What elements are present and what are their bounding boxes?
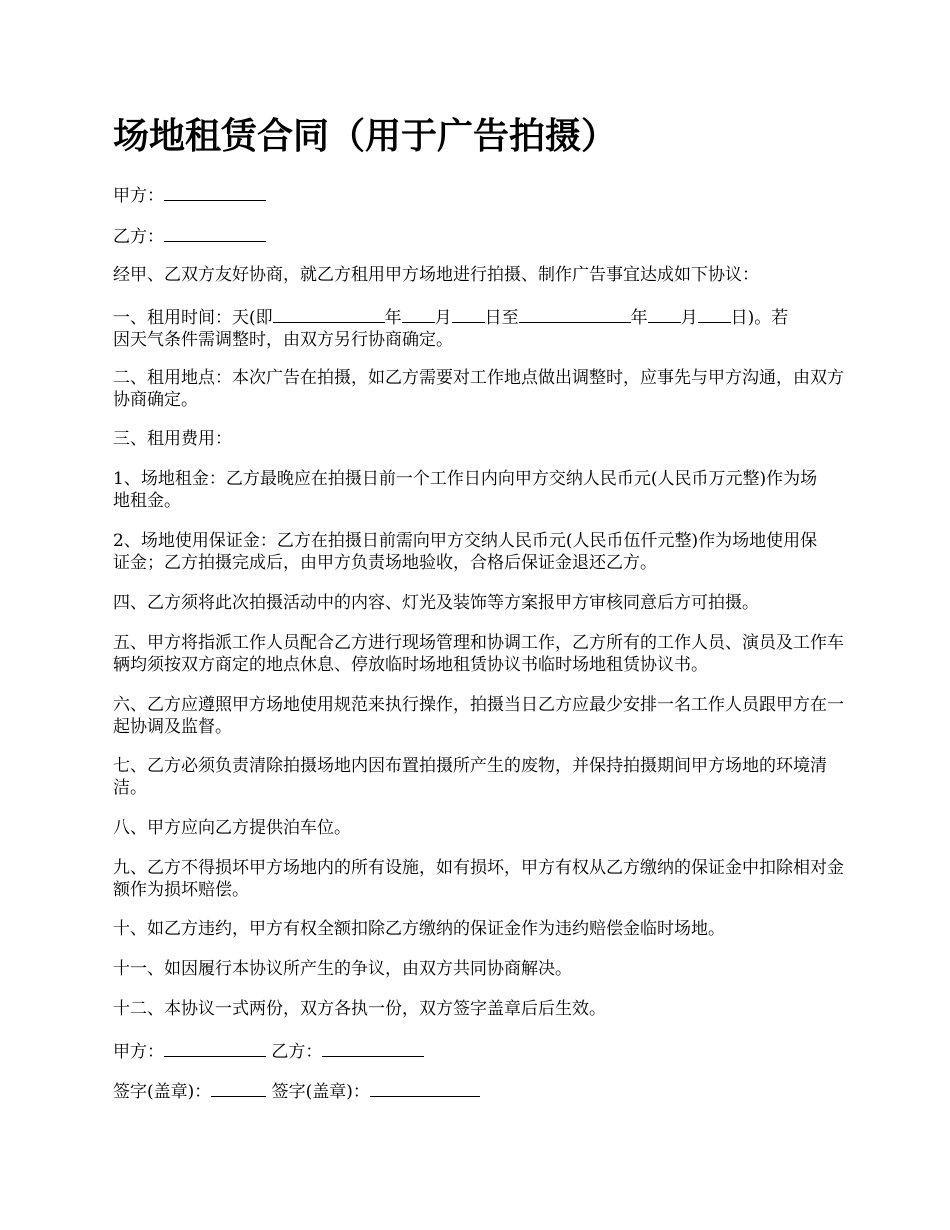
- end-month-blank: [648, 305, 681, 323]
- party-a-blank: [164, 183, 266, 201]
- clause-3-1: 1、场地租金：乙方最晚应在拍摄日前一个工作日内向甲方交纳人民币元(人民币万元整)作为场地租金。: [113, 469, 818, 511]
- start-day-blank: [452, 305, 485, 323]
- clause-5: 五、甲方将指派工作人员配合乙方进行现场管理和协调工作，乙方所有的工作人员、演员及工作车辆均须按双方商定的地点休息、停放临时场地租赁协议书临时场地租赁协议书。: [113, 633, 844, 675]
- clause-1-month-label: 月: [434, 308, 452, 328]
- clause-1-to-label: 日至: [484, 308, 519, 328]
- party-b-blank: [164, 224, 266, 242]
- sign-party-b-label: 乙方：: [271, 1042, 323, 1062]
- party-a-line: [113, 183, 848, 207]
- clause-1-end-day-label: 日)。若: [730, 308, 789, 328]
- page-title: 场地租赁合同（用于广告拍摄）: [113, 115, 618, 157]
- seal-a-label: 签字(盖章)：: [113, 1082, 212, 1102]
- clause-1-note: 因天气条件需调整时，由双方另行协商确定。: [113, 330, 453, 350]
- clause-1-end-year-label: 年: [630, 308, 648, 328]
- clause-1-end-month-label: 月: [680, 308, 698, 328]
- party-a-label: 甲方：: [113, 186, 164, 206]
- intro-paragraph: 经甲、乙双方友好协商，就乙方租用甲方场地进行拍摄、制作广告事宜达成如下协议：: [113, 265, 759, 285]
- clause-6: 六、乙方应遵照甲方场地使用规范来执行操作，拍摄当日乙方应最少安排一名工作人员跟甲方在一起协调及监督。: [113, 695, 844, 737]
- signature-seal-line: [113, 1079, 848, 1103]
- seal-b-blank: [370, 1079, 480, 1097]
- clause-3-heading: 三、租用费用：: [113, 429, 232, 449]
- clause-1-text: 一、租用时间：天(即: [113, 308, 273, 328]
- party-b-line: [113, 224, 848, 248]
- end-day-blank: [698, 305, 731, 323]
- clause-10: 十、如乙方违约，甲方有权全额扣除乙方缴纳的保证金作为违约赔偿金临时场地。: [113, 919, 725, 939]
- seal-a-blank: [211, 1079, 266, 1097]
- clause-2: 二、租用地点：本次广告在拍摄，如乙方需要对工作地点做出调整时，应事先与甲方沟通，由双方协商确定。: [113, 368, 844, 410]
- clause-4: 四、乙方须将此次拍摄活动中的内容、灯光及装饰等方案报甲方审核同意后方可拍摄。: [113, 593, 759, 613]
- clause-1: [113, 305, 848, 351]
- sign-party-a-blank: [164, 1039, 266, 1057]
- start-month-blank: [402, 305, 435, 323]
- clause-3-2: 2、场地使用保证金：乙方在拍摄日前需向甲方交纳人民币元(人民币伍仟元整)作为场地使用保证金；乙方拍摄完成后，由甲方负责场地验收，合格后保证金退还乙方。: [113, 531, 818, 573]
- start-year-blank: [273, 305, 385, 323]
- clause-7: 七、乙方必须负责清除拍摄场地内因布置拍摄所产生的废物，并保持拍摄期间甲方场地的环境清洁。: [113, 756, 827, 798]
- signature-parties-line: [113, 1039, 848, 1063]
- party-b-label: 乙方：: [113, 227, 164, 247]
- end-year-blank: [519, 305, 631, 323]
- clause-12: 十二、本协议一式两份，双方各执一份，双方签字盖章后后生效。: [113, 999, 606, 1019]
- clause-11: 十一、如因履行本协议所产生的争议，由双方共同协商解决。: [113, 959, 572, 979]
- clause-8: 八、甲方应向乙方提供泊车位。: [113, 818, 351, 838]
- sign-party-b-blank: [322, 1039, 424, 1057]
- seal-b-label: 签字(盖章)：: [271, 1082, 370, 1102]
- clause-9: 九、乙方不得损坏甲方场地内的所有设施，如有损坏，甲方有权从乙方缴纳的保证金中扣除相对金额作为损坏赔偿。: [113, 858, 844, 900]
- clause-1-year-label: 年: [384, 308, 402, 328]
- sign-party-a-label: 甲方：: [113, 1042, 164, 1062]
